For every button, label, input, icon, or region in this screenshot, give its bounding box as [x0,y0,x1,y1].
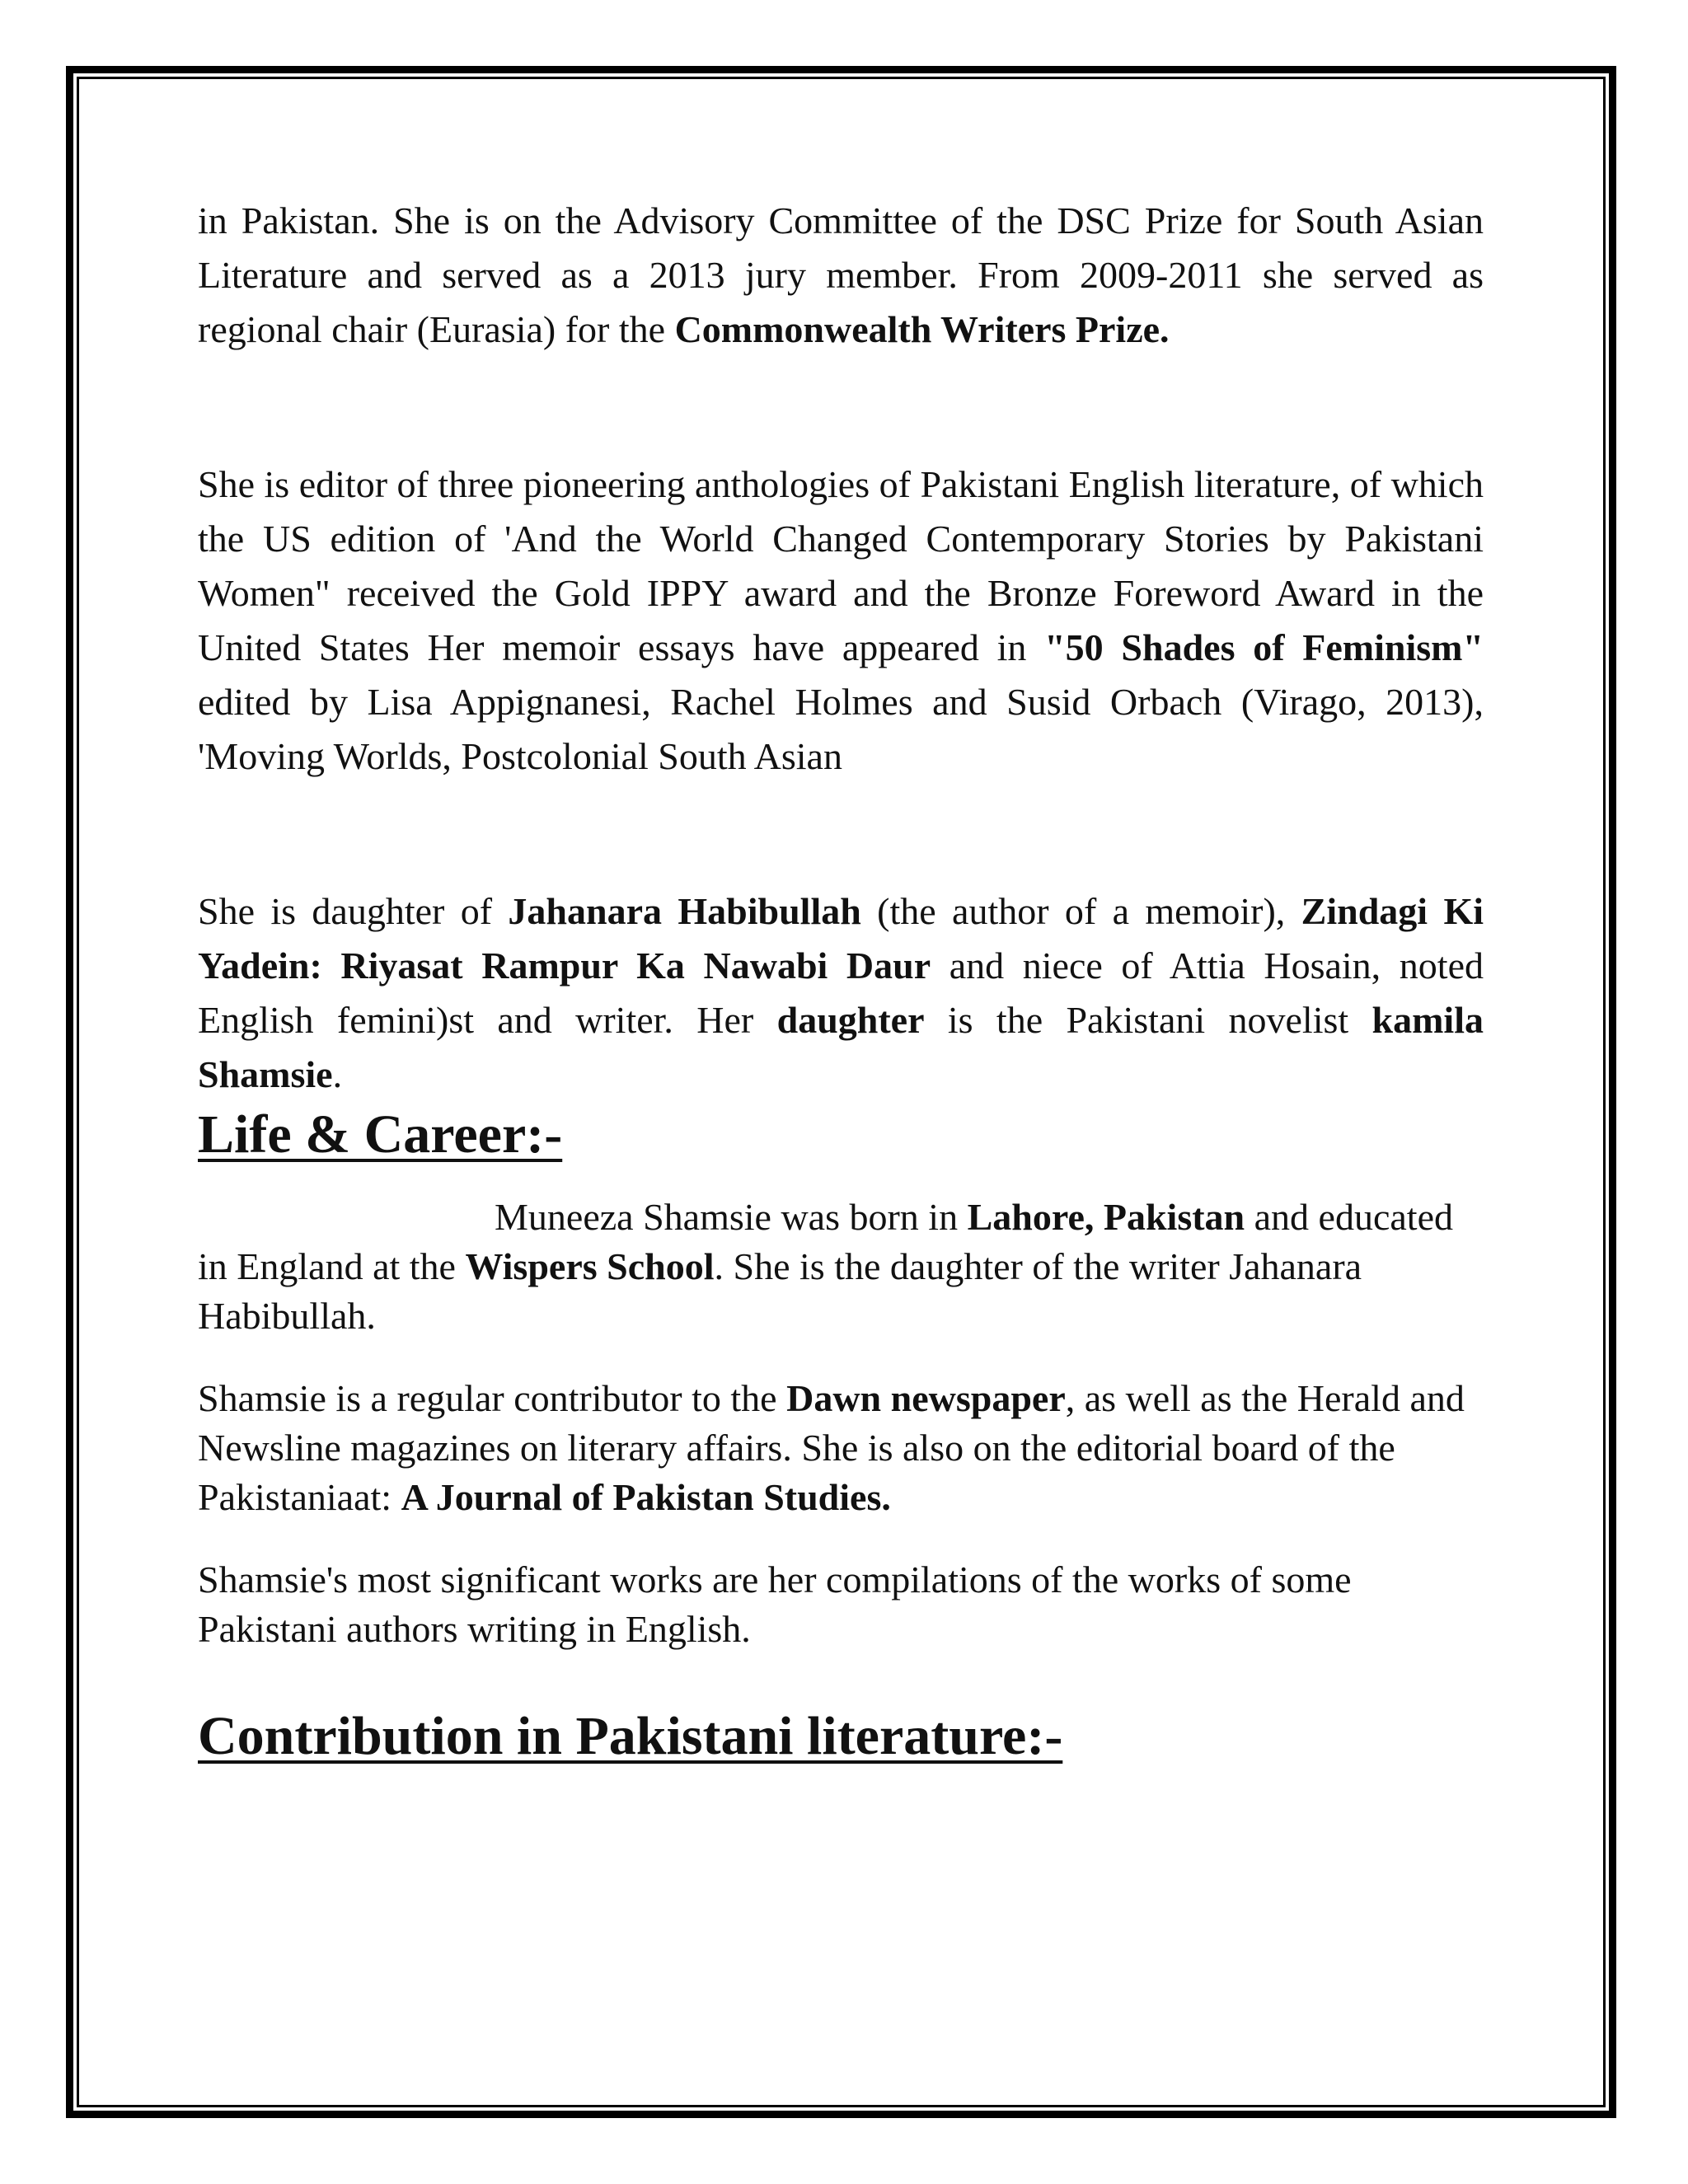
text-span: and educated in England at the [198,1196,1454,1287]
text-span: in Pakistan. She is on the Advisory Committee of the DSC Prize for South Asian Literature and served as a 2013 jury member. From 2009-2011 she served as regional chair (Eurasia) for the [198,199,1484,350]
bold-birthplace: Lahore, Pakistan [967,1196,1245,1238]
heading-life-career: Life & Career:- [198,1104,563,1165]
paragraph-family [198,884,1484,1102]
text-span: . She is the daughter of the writer Jahanara Habibullah. [198,1245,1362,1337]
paragraph-anthologies [198,457,1484,784]
paragraph-advisory [198,194,1484,357]
bold-prize-name: Commonwealth Writers Prize. [674,308,1170,350]
heading-contribution: Contribution in Pakistani literature:- [198,1706,1063,1766]
paragraph-birth [198,1193,1484,1341]
text-span: She is daughter of [198,890,509,932]
text-span: is the Pakistani novelist [924,999,1372,1041]
paragraph-works [198,1555,1484,1654]
text-span: and niece of Attia Hosain, noted English femini)st and writer. Her [198,944,1484,1041]
bold-journal: A Journal of Pakistan Studies. [401,1476,891,1518]
text-span: She is editor of three pioneering anthologies of Pakistani English literature, of which the US edition of 'And the World Changed Contemporary Stories by Pakistani Women" received the Gold IPPY award and the Bronze Foreword Award in the United States Her memoir essays have appeared in [198,463,1484,668]
bold-mother-name: Jahanara Habibullah [508,890,861,932]
bold-school: Wispers School [465,1245,715,1287]
bold-newspaper: Dawn newspaper [786,1377,1066,1419]
bold-daughter: daughter [776,999,925,1041]
bold-memoir-title: Zindagi Ki Yadein: Riyasat Rampur Ka Nawabi Daur [198,890,1484,987]
text-span: Muneeza Shamsie was born in [495,1196,968,1238]
paragraph-contributor [198,1374,1484,1522]
text-span: (the author of a memoir), [860,890,1301,932]
bold-book-title: "50 Shades of Feminism" [1044,626,1484,668]
text-span: . [332,1053,343,1095]
text-span: Shamsie's most significant works are her compilations of the works of some Pakistani authors writing in English. [198,1558,1352,1650]
document-body [198,194,1484,1769]
bold-daughter-name: kamila Shamsie [198,999,1484,1095]
text-span: edited by Lisa Appignanesi, Rachel Holmes and Susid Orbach (Virago, 2013), 'Moving Worlds, Postcolonial South Asian [198,681,1484,777]
text-span: Shamsie is a regular contributor to the [198,1377,787,1419]
text-span: , as well as the Herald and Newsline magazines on literary affairs. She is also on the editorial board of the Pakistaniaat: [198,1377,1465,1518]
